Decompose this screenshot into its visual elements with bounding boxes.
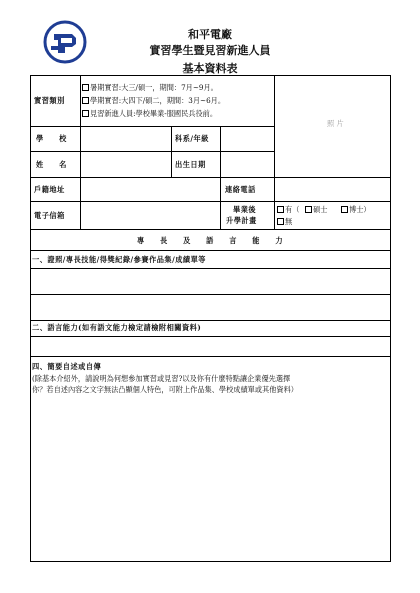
rule-certs-line-2 bbox=[30, 320, 391, 321]
phone-label: 連絡電話 bbox=[225, 185, 256, 194]
autobiography-note-2: 你？若自述內容之文字無法凸顯個人特色，可附上作品集、學校成績單或其他資料） bbox=[32, 385, 298, 394]
address-label: 戶籍地址 bbox=[34, 185, 65, 194]
certificates-area[interactable] bbox=[31, 269, 390, 320]
rule-after-email bbox=[30, 229, 391, 230]
autobiography-area[interactable] bbox=[31, 397, 390, 560]
study-no-label: 無 bbox=[285, 217, 293, 226]
frame-top-border bbox=[30, 75, 391, 76]
name-label: 姓 名 bbox=[36, 160, 67, 169]
master-checkbox[interactable] bbox=[305, 206, 312, 213]
col-label-divider bbox=[80, 75, 81, 230]
form-subtitle: 基本資料表 bbox=[182, 62, 238, 75]
col-mid-divider-b bbox=[220, 126, 221, 178]
rule-after-skills-heading bbox=[30, 250, 391, 251]
semester-intern-checkbox[interactable] bbox=[82, 97, 89, 104]
master-label: 碩士 bbox=[313, 205, 328, 214]
email-label: 電子信箱 bbox=[34, 211, 65, 220]
summer-intern-option: 暑期實習:大三/碩一，期間：7月~9月。 bbox=[90, 83, 218, 92]
form-title: 實習學生暨見習新進人員 bbox=[149, 44, 271, 57]
company-logo bbox=[43, 20, 87, 64]
study-yes-label: 有（ bbox=[285, 205, 300, 214]
frame-right-border bbox=[390, 75, 391, 562]
rule-language-line bbox=[30, 356, 391, 357]
col-phone-divider-2 bbox=[274, 177, 275, 230]
dept-grade-label: 科系/年級 bbox=[175, 134, 209, 143]
further-study-label-2: 升學計畫 bbox=[226, 216, 257, 225]
col-mid-divider-a bbox=[171, 126, 172, 178]
skills-language-heading: 專 長 及 語 言 能 力 bbox=[136, 236, 284, 245]
rule-after-name bbox=[30, 177, 391, 178]
study-yes-checkbox[interactable] bbox=[277, 206, 284, 213]
frame-bottom-border bbox=[30, 561, 391, 562]
autobiography-heading: 四、簡要自述或自傳 bbox=[32, 362, 102, 371]
school-label: 學 校 bbox=[36, 134, 67, 143]
phd-checkbox[interactable] bbox=[341, 206, 348, 213]
col-phone-divider bbox=[220, 177, 221, 230]
rule-after-school bbox=[30, 151, 275, 152]
new-hire-checkbox[interactable] bbox=[82, 110, 89, 117]
company-title: 和平電廠 bbox=[188, 28, 232, 41]
semester-intern-option: 學期實習:大四下/碩二，期間：3月~6月。 bbox=[90, 96, 226, 105]
language-ability-heading: 二、語言能力(如有語文能力檢定請檢附相關資料) bbox=[32, 323, 202, 332]
rule-after-address bbox=[30, 201, 391, 202]
autobiography-note-1: (除基本介紹外，請說明為何想參加實習或見習?以及你有什麼特點讓企業優先選擇 bbox=[32, 374, 291, 383]
language-area[interactable] bbox=[31, 337, 390, 356]
rule-after-category bbox=[30, 126, 275, 127]
col-photo-divider bbox=[274, 75, 275, 178]
birth-date-label: 出生日期 bbox=[175, 160, 206, 169]
summer-intern-checkbox[interactable] bbox=[82, 84, 89, 91]
phd-label: 博士） bbox=[349, 205, 371, 214]
certificates-heading: 一、證照/專長技能/得獎紀錄/參賽作品集/成績單等 bbox=[32, 255, 206, 264]
study-no-checkbox[interactable] bbox=[277, 218, 284, 225]
category-label: 實習類別 bbox=[34, 96, 65, 105]
photo-placeholder[interactable]: 照 片 bbox=[327, 119, 344, 128]
new-hire-option: 見習新進人員:學校畢業-服國民兵役前。 bbox=[90, 109, 218, 118]
further-study-label-1: 畢業後 bbox=[233, 205, 257, 214]
